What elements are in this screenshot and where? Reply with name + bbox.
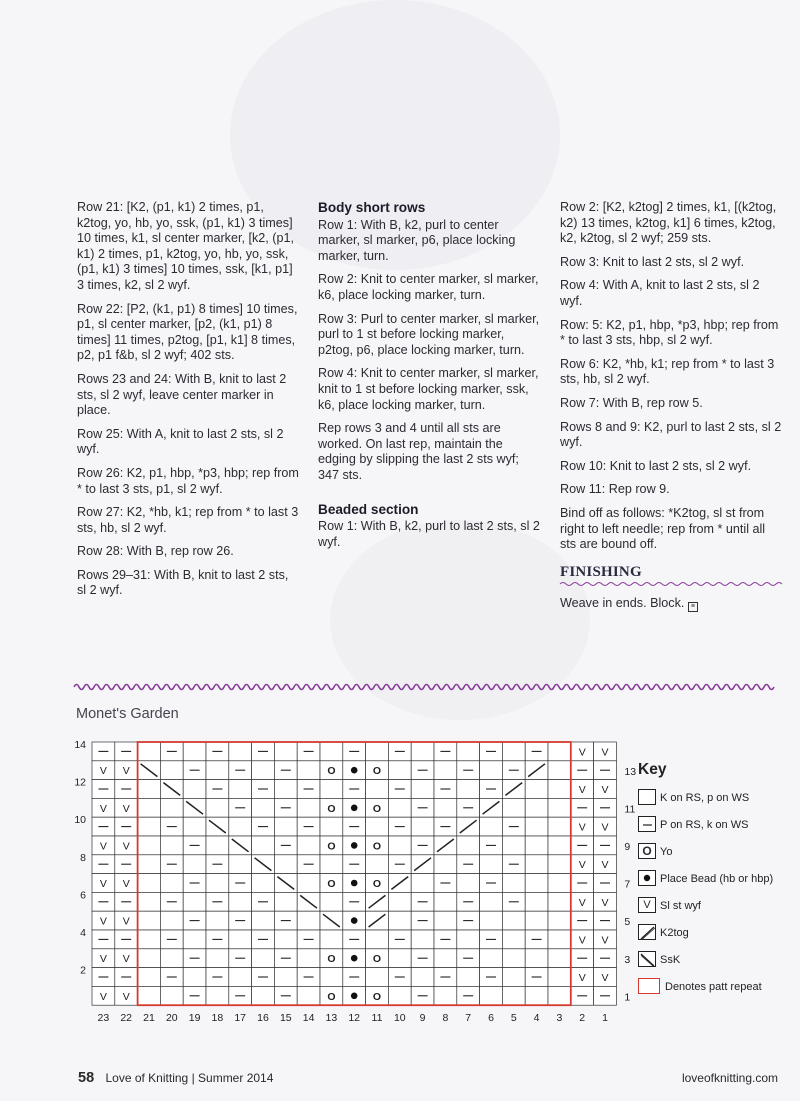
chart-cell bbox=[480, 911, 503, 930]
finishing-text-content: Weave in ends. Block. bbox=[560, 596, 685, 611]
chart-cell bbox=[138, 780, 161, 799]
chart-cell bbox=[457, 874, 480, 893]
row-number-left: 4 bbox=[80, 927, 86, 939]
row-number-right: 3 bbox=[624, 953, 631, 966]
page-footer bbox=[78, 1070, 778, 1086]
chart-cell bbox=[457, 836, 480, 855]
chart-cell bbox=[206, 761, 229, 780]
column-number: 11 bbox=[371, 1012, 383, 1025]
slip-v-mark: V bbox=[578, 821, 586, 834]
chart-cell bbox=[525, 780, 548, 799]
chart-cell bbox=[388, 836, 411, 855]
pattern-paragraph: Row 7: With B, rep row 5. bbox=[560, 395, 703, 410]
row-number-right: 5 bbox=[624, 916, 631, 929]
chart-cell bbox=[502, 930, 525, 949]
column-number: 16 bbox=[257, 1012, 269, 1025]
pattern-paragraph: Rows 29–31: With B, knit to last 2 sts, sl 2 wyf. bbox=[77, 567, 289, 598]
key-item-ssk bbox=[638, 951, 798, 969]
finishing-text bbox=[560, 596, 782, 612]
chart-cell bbox=[160, 836, 183, 855]
key-item-purl bbox=[638, 816, 798, 834]
yarn-over-mark: O bbox=[372, 802, 382, 815]
pattern-paragraph: Row 3: Knit to last 2 sts, sl 2 wyf. bbox=[560, 254, 745, 269]
chart-cell bbox=[434, 986, 457, 1005]
slip-v-mark: V bbox=[122, 990, 130, 1003]
slip-v-mark: V bbox=[601, 746, 609, 759]
chart-cell bbox=[548, 761, 571, 780]
key-title: Key bbox=[638, 761, 667, 778]
row-number-right: 1 bbox=[624, 991, 631, 1004]
chart-cell bbox=[138, 798, 161, 817]
chart-cell bbox=[252, 949, 275, 968]
column-number: 3 bbox=[556, 1012, 563, 1025]
chart-cell bbox=[274, 742, 297, 761]
chart-cell bbox=[434, 911, 457, 930]
chart-cell bbox=[457, 742, 480, 761]
chart-cell bbox=[411, 780, 434, 799]
yarn-over-mark: O bbox=[372, 953, 382, 966]
slip-v-mark: V bbox=[122, 953, 130, 966]
chart-cell bbox=[480, 986, 503, 1005]
chart-cell bbox=[229, 930, 252, 949]
chart-cell bbox=[388, 892, 411, 911]
chart-grid bbox=[70, 738, 637, 1025]
column-number: 18 bbox=[211, 1012, 224, 1025]
slip-v-mark: V bbox=[99, 878, 107, 890]
publication-name: Love of Knitting bbox=[105, 1071, 189, 1085]
chart-cell bbox=[138, 968, 161, 987]
row-number-left: 6 bbox=[80, 889, 86, 902]
chart-cell bbox=[297, 874, 320, 893]
slip-v-mark: V bbox=[601, 934, 609, 947]
yarn-over-mark: O bbox=[327, 765, 336, 778]
chart-cell bbox=[252, 874, 275, 893]
chart-cell bbox=[229, 855, 252, 874]
pattern-paragraph: Row 4: With A, knit to last 2 sts, sl 2 wyf. bbox=[560, 278, 760, 308]
column-number: 22 bbox=[120, 1012, 133, 1025]
chart-cell bbox=[434, 761, 457, 780]
slip-v-mark: V bbox=[578, 896, 586, 909]
slip-v-mark: V bbox=[122, 802, 130, 815]
slip-v-mark: V bbox=[99, 765, 107, 778]
pattern-paragraph: Row 6: K2, *hb, k1; rep from * to last 3 sts, hb, sl 2 wyf. bbox=[560, 356, 775, 387]
chart-cell bbox=[502, 911, 525, 930]
column-number: 20 bbox=[165, 1012, 178, 1025]
chart-cell bbox=[183, 892, 206, 911]
key-label: K on RS, p on WS bbox=[660, 792, 750, 804]
key-label: Yo bbox=[660, 846, 673, 858]
slip-v-mark: V bbox=[122, 765, 130, 778]
row-number-left: 14 bbox=[74, 739, 86, 751]
chart-title: Monet's Garden bbox=[76, 706, 179, 722]
pattern-paragraph: Row 10: Knit to last 2 sts, sl 2 wyf. bbox=[560, 458, 752, 473]
chart-cell bbox=[206, 836, 229, 855]
pattern-paragraph: Rep rows 3 and 4 until all sts are worked. On last rep, maintain the edging by slipping the last 2 sts wyf; 347 sts. bbox=[318, 421, 519, 482]
pattern-paragraph: Row 1: With B, k2, purl to center marker, sl marker, p6, place locking marker, turn. bbox=[318, 217, 516, 263]
text-column-2 bbox=[318, 200, 540, 558]
slip-v-mark: V bbox=[578, 784, 586, 796]
chart-cell bbox=[548, 798, 571, 817]
chart-cell bbox=[274, 968, 297, 987]
slip-v-mark: V bbox=[601, 821, 609, 834]
chart-cell bbox=[366, 855, 389, 874]
chart-cell bbox=[160, 911, 183, 930]
chart-cell bbox=[252, 836, 275, 855]
chart-cell bbox=[411, 817, 434, 836]
chart-cell bbox=[548, 874, 571, 893]
bead-mark bbox=[351, 805, 358, 812]
chart-cell bbox=[480, 949, 503, 968]
issue-name: Summer 2014 bbox=[198, 1071, 274, 1085]
key-item-knit bbox=[638, 789, 798, 807]
chart-cell bbox=[525, 874, 548, 893]
row-number-right: 13 bbox=[624, 765, 637, 778]
column-number: 1 bbox=[602, 1012, 608, 1025]
chart-cell bbox=[160, 874, 183, 893]
chart-cell bbox=[206, 911, 229, 930]
chart-cell bbox=[183, 855, 206, 874]
yarn-over-mark: O bbox=[372, 990, 382, 1003]
key-item-bead bbox=[638, 870, 798, 888]
column-number: 19 bbox=[188, 1012, 201, 1025]
section-heading-beaded-section: Beaded section bbox=[318, 501, 419, 517]
yarn-over-mark: O bbox=[327, 878, 336, 890]
pattern-paragraph: Row 25: With A, knit to last 2 sts, sl 2 wyf. bbox=[77, 426, 284, 457]
chart-cell bbox=[206, 798, 229, 817]
chart-cell bbox=[297, 836, 320, 855]
slip-v-mark: V bbox=[578, 972, 586, 984]
chart-cell bbox=[525, 986, 548, 1005]
chart-cell bbox=[548, 930, 571, 949]
chart-cell bbox=[388, 798, 411, 817]
chart-cell bbox=[160, 798, 183, 817]
key-label: Denotes patt repeat bbox=[665, 981, 762, 993]
chart-cell bbox=[388, 911, 411, 930]
chart-cell bbox=[480, 855, 503, 874]
chart-cell bbox=[138, 836, 161, 855]
chart-cell bbox=[138, 742, 161, 761]
yarn-over-mark: O bbox=[327, 953, 336, 966]
pattern-paragraph: Row 21: [K2, (p1, k1) 2 times, p1, k2tog, yo, hb, yo, ssk, (p1, k1) 3 times] 10 times, k1, sl center marker, [k2, (p1, k1) 2 times, p1, k2tog, yo, hb, yo, ssk, (p1, k1) 3 times] 10 times, ssk, [k1, p1] 3 times, k2, sl 2 wyf. bbox=[77, 200, 294, 292]
chart-cell bbox=[548, 968, 571, 987]
chart-cell bbox=[366, 817, 389, 836]
chart-cell bbox=[229, 968, 252, 987]
bead-mark bbox=[351, 993, 358, 1000]
slip-v-mark: V bbox=[122, 878, 130, 890]
chart-cell bbox=[548, 911, 571, 930]
chart-cell bbox=[480, 817, 503, 836]
slip-v-mark: V bbox=[578, 746, 586, 759]
text-column-3 bbox=[560, 200, 782, 620]
key-item-slip bbox=[638, 897, 798, 915]
key-label: Place Bead (hb or hbp) bbox=[660, 873, 774, 885]
pattern-paragraph: Row 11: Rep row 9. bbox=[560, 482, 670, 497]
pattern-paragraph: Row 4: Knit to center marker, sl marker, knit to 1 st before locking marker, ssk, k6, place locking marker, turn. bbox=[318, 366, 539, 412]
chart-cell bbox=[206, 986, 229, 1005]
column-number: 14 bbox=[302, 1012, 315, 1025]
yarn-over-mark: O bbox=[372, 765, 382, 778]
slip-v-mark: V bbox=[122, 915, 130, 928]
chart-cell bbox=[411, 930, 434, 949]
chart-cell bbox=[252, 761, 275, 780]
yarn-over-mark: O bbox=[372, 840, 382, 853]
chart-cell bbox=[525, 798, 548, 817]
chart-cell bbox=[229, 892, 252, 911]
chart-cell bbox=[388, 986, 411, 1005]
slip-v-mark: V bbox=[601, 859, 609, 872]
pattern-paragraph: Row: 5: K2, p1, hbp, *p3, hbp; rep from * to last 3 sts, hbp, sl 2 wyf. bbox=[560, 317, 779, 348]
chart-cell bbox=[138, 949, 161, 968]
pattern-paragraph: Bind off as follows: *K2tog, sl st from right to left needle; rep from * until all sts are bound off. bbox=[560, 505, 766, 552]
chart-cell bbox=[457, 930, 480, 949]
chart-cell bbox=[320, 742, 343, 761]
chart-cell bbox=[502, 742, 525, 761]
chart-cell bbox=[206, 949, 229, 968]
pattern-paragraph: Row 28: With B, rep row 26. bbox=[77, 544, 234, 559]
column-number: 4 bbox=[533, 1012, 540, 1025]
chart-cell bbox=[274, 817, 297, 836]
slip-v-mark: V bbox=[601, 784, 609, 796]
chart-cell bbox=[548, 817, 571, 836]
chart-cell bbox=[548, 949, 571, 968]
bead-mark bbox=[351, 917, 358, 924]
slip-v-mark: V bbox=[99, 915, 107, 928]
column-number: 5 bbox=[510, 1012, 517, 1025]
pattern-paragraph: Row 3: Purl to center marker, sl marker, purl to 1 st before locking marker, p2tog, p6, place locking marker, turn. bbox=[318, 311, 540, 357]
chart-cell bbox=[183, 817, 206, 836]
slip-v-mark: V bbox=[122, 840, 130, 853]
chart-cell bbox=[388, 949, 411, 968]
chart-cell bbox=[548, 836, 571, 855]
chart-cell bbox=[160, 986, 183, 1005]
chart-cell bbox=[480, 892, 503, 911]
row-number-left: 12 bbox=[74, 776, 86, 789]
chart-cell bbox=[160, 949, 183, 968]
chart-cell bbox=[229, 817, 252, 836]
chart-cell bbox=[297, 798, 320, 817]
row-number-right: 7 bbox=[624, 878, 631, 891]
column-number: 15 bbox=[279, 1012, 292, 1025]
chart-cell bbox=[502, 986, 525, 1005]
chart-cell bbox=[366, 930, 389, 949]
column-number: 13 bbox=[325, 1012, 338, 1025]
key-label: SsK bbox=[660, 954, 681, 966]
key-item-k2tog bbox=[638, 924, 798, 942]
pattern-paragraph: Row 1: With B, k2, purl to last 2 sts, sl 2 wyf. bbox=[318, 519, 540, 549]
chart-cell bbox=[457, 968, 480, 987]
column-number: 17 bbox=[234, 1012, 247, 1025]
chart-cell bbox=[548, 986, 571, 1005]
section-heading-body-short-rows: Body short rows bbox=[318, 200, 426, 215]
page-number: 58 bbox=[78, 1070, 95, 1086]
chart-cell bbox=[138, 930, 161, 949]
slip-v-mark: V bbox=[578, 934, 586, 947]
column-number: 10 bbox=[393, 1012, 406, 1025]
chart-cell bbox=[434, 949, 457, 968]
slip-v-mark: V bbox=[601, 896, 609, 909]
key-label: P on RS, k on WS bbox=[660, 819, 749, 831]
chart-cell bbox=[320, 780, 343, 799]
chart-cell bbox=[320, 855, 343, 874]
column-number: 6 bbox=[488, 1012, 494, 1025]
chart-cell bbox=[252, 798, 275, 817]
chart-cell bbox=[297, 986, 320, 1005]
chart-cell bbox=[297, 911, 320, 930]
chart-cell bbox=[502, 968, 525, 987]
dash-icon bbox=[638, 816, 656, 832]
chart-cell bbox=[297, 761, 320, 780]
key-label: Sl st wyf bbox=[660, 900, 701, 912]
chart-cell bbox=[434, 798, 457, 817]
chart-cell bbox=[320, 930, 343, 949]
chart-cell bbox=[457, 780, 480, 799]
key-label: K2tog bbox=[660, 927, 689, 939]
chart-cell bbox=[160, 761, 183, 780]
chart-cell bbox=[434, 892, 457, 911]
bead-mark bbox=[351, 842, 358, 849]
wavy-divider bbox=[74, 680, 778, 694]
chart-cell bbox=[366, 780, 389, 799]
yarn-over-mark: O bbox=[327, 990, 336, 1003]
chart-cell bbox=[480, 761, 503, 780]
chart-cell bbox=[525, 817, 548, 836]
chart-cell bbox=[138, 855, 161, 874]
chart-cell bbox=[502, 949, 525, 968]
column-number: 9 bbox=[419, 1012, 426, 1025]
chart-cell bbox=[274, 892, 297, 911]
chart-key bbox=[638, 761, 798, 1005]
chart-cell bbox=[320, 892, 343, 911]
row-number-left: 10 bbox=[74, 814, 86, 827]
chart-cell bbox=[297, 949, 320, 968]
chart-cell bbox=[525, 911, 548, 930]
chart-cell bbox=[525, 892, 548, 911]
chart-cell bbox=[502, 874, 525, 893]
column-number: 7 bbox=[465, 1012, 472, 1025]
pattern-paragraph: Row 22: [P2, (k1, p1) 8 times] 10 times, p1, sl center marker, [p2, (k1, p1) 8 times] 11 times, p2tog, [p1, k1] 8 times, p2, p1 f&b, sl 2 wyf; 402 sts. bbox=[77, 301, 298, 363]
bead-mark bbox=[351, 955, 358, 962]
chart-cell bbox=[502, 836, 525, 855]
slip-v-mark: V bbox=[99, 953, 107, 966]
slip-v-mark: V bbox=[99, 990, 107, 1003]
row-number-left: 8 bbox=[80, 851, 86, 864]
blank-square-icon bbox=[638, 789, 656, 805]
yarn-over-mark: O bbox=[327, 802, 336, 815]
chart-cell bbox=[138, 986, 161, 1005]
pattern-paragraph: Row 2: Knit to center marker, sl marker, k6, place locking marker, turn. bbox=[318, 272, 539, 302]
text-column-1 bbox=[77, 200, 299, 607]
finishing-heading: FINISHING bbox=[560, 563, 642, 580]
chart-cell bbox=[434, 855, 457, 874]
yarn-over-icon: O bbox=[638, 843, 656, 859]
chart-cell bbox=[366, 742, 389, 761]
slip-v-mark: V bbox=[99, 802, 107, 815]
chart-cell bbox=[206, 874, 229, 893]
yarn-over-mark: O bbox=[372, 878, 382, 890]
chart-cell bbox=[252, 911, 275, 930]
chart-cell bbox=[411, 742, 434, 761]
chart-cell bbox=[183, 930, 206, 949]
chart-cell bbox=[183, 742, 206, 761]
knitting-chart bbox=[70, 738, 637, 1025]
key-item-yo bbox=[638, 843, 798, 861]
column-number: 2 bbox=[579, 1012, 586, 1025]
bead-mark bbox=[351, 767, 358, 774]
chart-cell bbox=[183, 780, 206, 799]
chart-cell bbox=[138, 911, 161, 930]
pattern-paragraph: Row 2: [K2, k2tog] 2 times, k1, [(k2tog, k2) 13 times, k2tog, k1] 6 times, k2tog, k2, k2tog, sl 2 wyf; 259 sts. bbox=[560, 200, 777, 246]
column-number: 8 bbox=[442, 1012, 449, 1025]
chart-cell bbox=[274, 930, 297, 949]
chart-cell bbox=[548, 780, 571, 799]
chart-cell bbox=[320, 968, 343, 987]
chart-cell bbox=[138, 817, 161, 836]
chart-cell bbox=[411, 968, 434, 987]
chart-cell bbox=[388, 761, 411, 780]
pattern-paragraph: Rows 8 and 9: K2, purl to last 2 sts, sl 2 wyf. bbox=[560, 419, 782, 450]
chart-cell bbox=[229, 742, 252, 761]
bead-dot-icon bbox=[638, 870, 656, 886]
row-number-right: 9 bbox=[624, 841, 631, 853]
chart-cell bbox=[274, 780, 297, 799]
pattern-paragraph: Rows 23 and 24: With B, knit to last 2 sts, sl 2 wyf, leave center marker in place. bbox=[77, 371, 287, 418]
slip-v-mark: V bbox=[578, 859, 586, 872]
chart-cell bbox=[274, 855, 297, 874]
footer-separator: | bbox=[191, 1071, 199, 1085]
chart-cell bbox=[548, 742, 571, 761]
chart-cell bbox=[548, 855, 571, 874]
chart-cell bbox=[525, 836, 548, 855]
finishing-underline bbox=[560, 581, 785, 587]
slip-v-mark: V bbox=[99, 840, 107, 853]
bead-mark bbox=[351, 880, 358, 887]
end-mark-icon: ≡ bbox=[688, 602, 698, 612]
repeat-box-icon bbox=[638, 978, 660, 994]
chart-cell bbox=[229, 780, 252, 799]
k2tog-slash-icon bbox=[638, 924, 656, 940]
website-link[interactable]: loveofknitting.com bbox=[681, 1071, 778, 1085]
yarn-over-mark: O bbox=[327, 840, 336, 853]
row-number-right: 11 bbox=[624, 803, 636, 816]
chart-cell bbox=[548, 892, 571, 911]
column-number: 12 bbox=[348, 1012, 361, 1025]
ssk-backslash-icon bbox=[638, 951, 656, 967]
slip-v-mark: V bbox=[601, 972, 609, 984]
column-number: 21 bbox=[143, 1012, 155, 1025]
chart-cell bbox=[502, 798, 525, 817]
chart-cell bbox=[138, 874, 161, 893]
slip-v-icon: V bbox=[638, 897, 656, 913]
chart-cell bbox=[525, 855, 548, 874]
row-number-left: 2 bbox=[80, 964, 86, 977]
chart-cell bbox=[138, 892, 161, 911]
pattern-paragraph: Row 26: K2, p1, hbp, *p3, hbp; rep from * to last 3 sts, p1, sl 2 wyf. bbox=[77, 465, 299, 496]
key-item-repeat bbox=[638, 978, 798, 996]
chart-cell bbox=[320, 817, 343, 836]
chart-cell bbox=[525, 949, 548, 968]
column-number: 23 bbox=[97, 1012, 110, 1025]
pattern-paragraph: Row 27: K2, *hb, k1; rep from * to last 3 sts, hb, sl 2 wyf. bbox=[77, 505, 299, 535]
chart-cell bbox=[183, 968, 206, 987]
chart-cell bbox=[411, 874, 434, 893]
chart-cell bbox=[366, 968, 389, 987]
chart-cell bbox=[252, 986, 275, 1005]
